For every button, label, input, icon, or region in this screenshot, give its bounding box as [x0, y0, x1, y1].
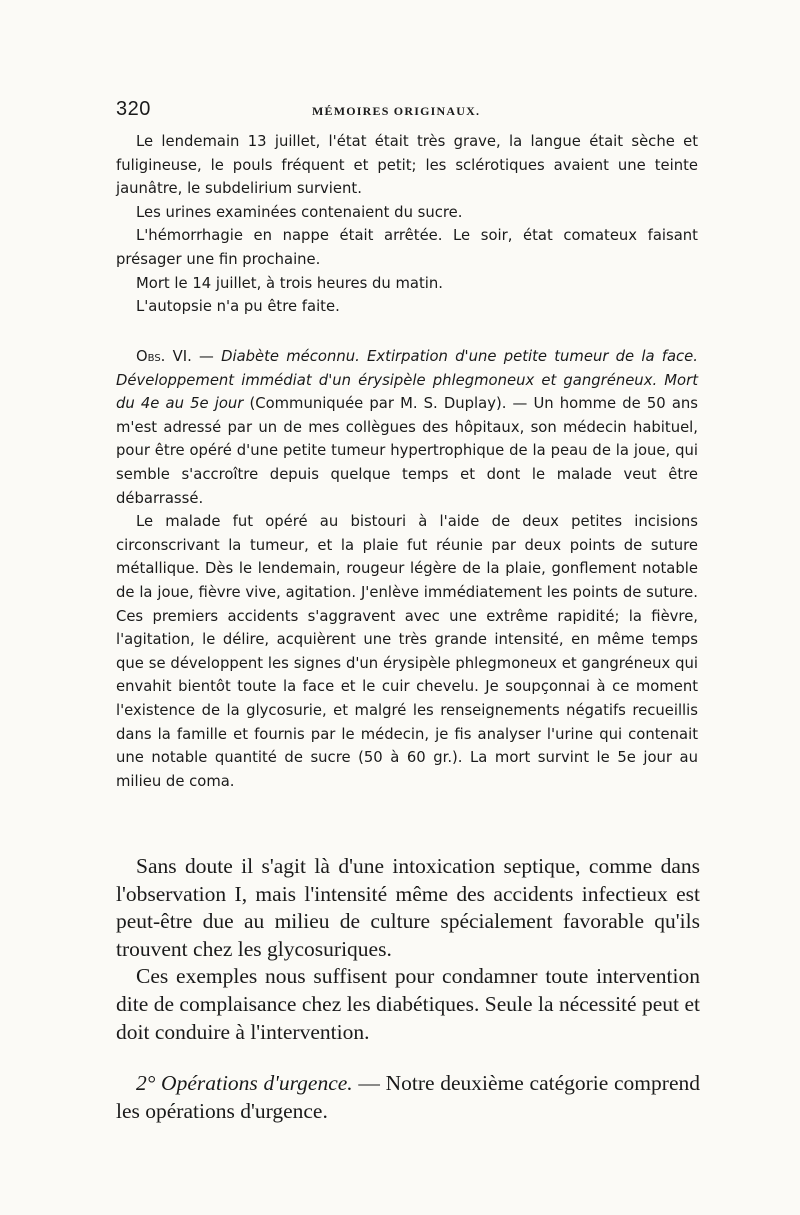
observation-first-paragraph: [116, 345, 698, 510]
paragraph: L'hémorrhagie en nappe était arrêtée. Le soir, état comateux faisant présager une fin prochaine.: [116, 227, 698, 268]
observation-second-paragraph: Le malade fut opéré au bistouri à l'aide de deux petites incisions circonscrivant la tumeur, et la plaie fut réunie par deux points de suture métallique. Dès le lendemain, rougeur légère de la plaie, gonflement notable de la joue, fièvre vive, agitation. J'enlève immédiatement les points de suture. Ces premiers accidents s'aggravent avec une extrême rapidité; la fièvre, l'agitation, le délire, acquièrent une très grande intensité, en même temps que se développent les signes d'un érysipèle phlegmoneux et gangréneux qui envahit bientôt toute la face et le cuir chevelu. Je soupçonnai à ce moment l'existence de la glycosurie, et malgré les renseignements négatifs recueillis dans la famille et fournis par le médecin, je fis analyser l'urine qui contenait une notable quantité de sucre (50 à 60 gr.). La mort survint le 5e jour au milieu de coma.: [116, 513, 698, 790]
discussion: [116, 853, 700, 1046]
paragraph: Ces exemples nous suffisent pour condamner toute intervention dite de complaisance chez les diabétiques. Seule la nécessité peut et doit conduire à l'intervention.: [116, 964, 700, 1044]
section-paragraph: [116, 1070, 700, 1125]
section-heading: 2° Opérations d'urgence.: [136, 1071, 353, 1095]
paragraph: L'autopsie n'a pu être faite.: [136, 298, 340, 316]
paragraph: Les urines examinées contenaient du sucre.: [136, 203, 463, 221]
page-number: 320: [116, 98, 151, 120]
observation-vi: [116, 345, 698, 793]
observation-title: Diabète méconnu. Extirpation d'une petite tumeur de la face. Développement immédiat d'un érysipèle phlegmoneux et gangréneux. Mort du 4e au 5e jour: [116, 348, 698, 413]
case-continuation: [116, 130, 698, 319]
running-title: MÉMOIRES ORIGINAUX.: [312, 104, 481, 118]
paragraph: Le lendemain 13 juillet, l'état était très grave, la langue était sèche et fuligineuse, le pouls fréquent et petit; les sclérotiques avaient une teinte jaunâtre, le subdelirium survient.: [116, 133, 698, 198]
page-header: [116, 98, 700, 122]
section-text: — Notre deuxième catégorie comprend les opérations d'urgence.: [116, 1071, 700, 1123]
paragraph: Sans doute il s'agit là d'une intoxication septique, comme dans l'observation I, mais l'intensité même des accidents infectieux est peut-être due au milieu de culture spécialement favorable qu'ils trouvent chez les glycosuriques.: [116, 854, 700, 961]
observation-dash: —: [191, 348, 222, 365]
observation-text: — Un homme de 50 ans m'est adressé par un de mes collègues des hôpitaux, son médecin habituel, pour être opéré d'une petite tumeur hypertrophique de la peau de la joue, qui semble s'accroître depuis quelque temps et dont le malade veut être débarrassé.: [116, 395, 698, 507]
observation-source: (Communiquée par M. S. Duplay).: [243, 395, 507, 413]
paragraph: Mort le 14 juillet, à trois heures du matin.: [136, 274, 443, 292]
observation-label: Obs. VI.: [136, 348, 192, 365]
section-urgent-operations: [116, 1070, 700, 1125]
